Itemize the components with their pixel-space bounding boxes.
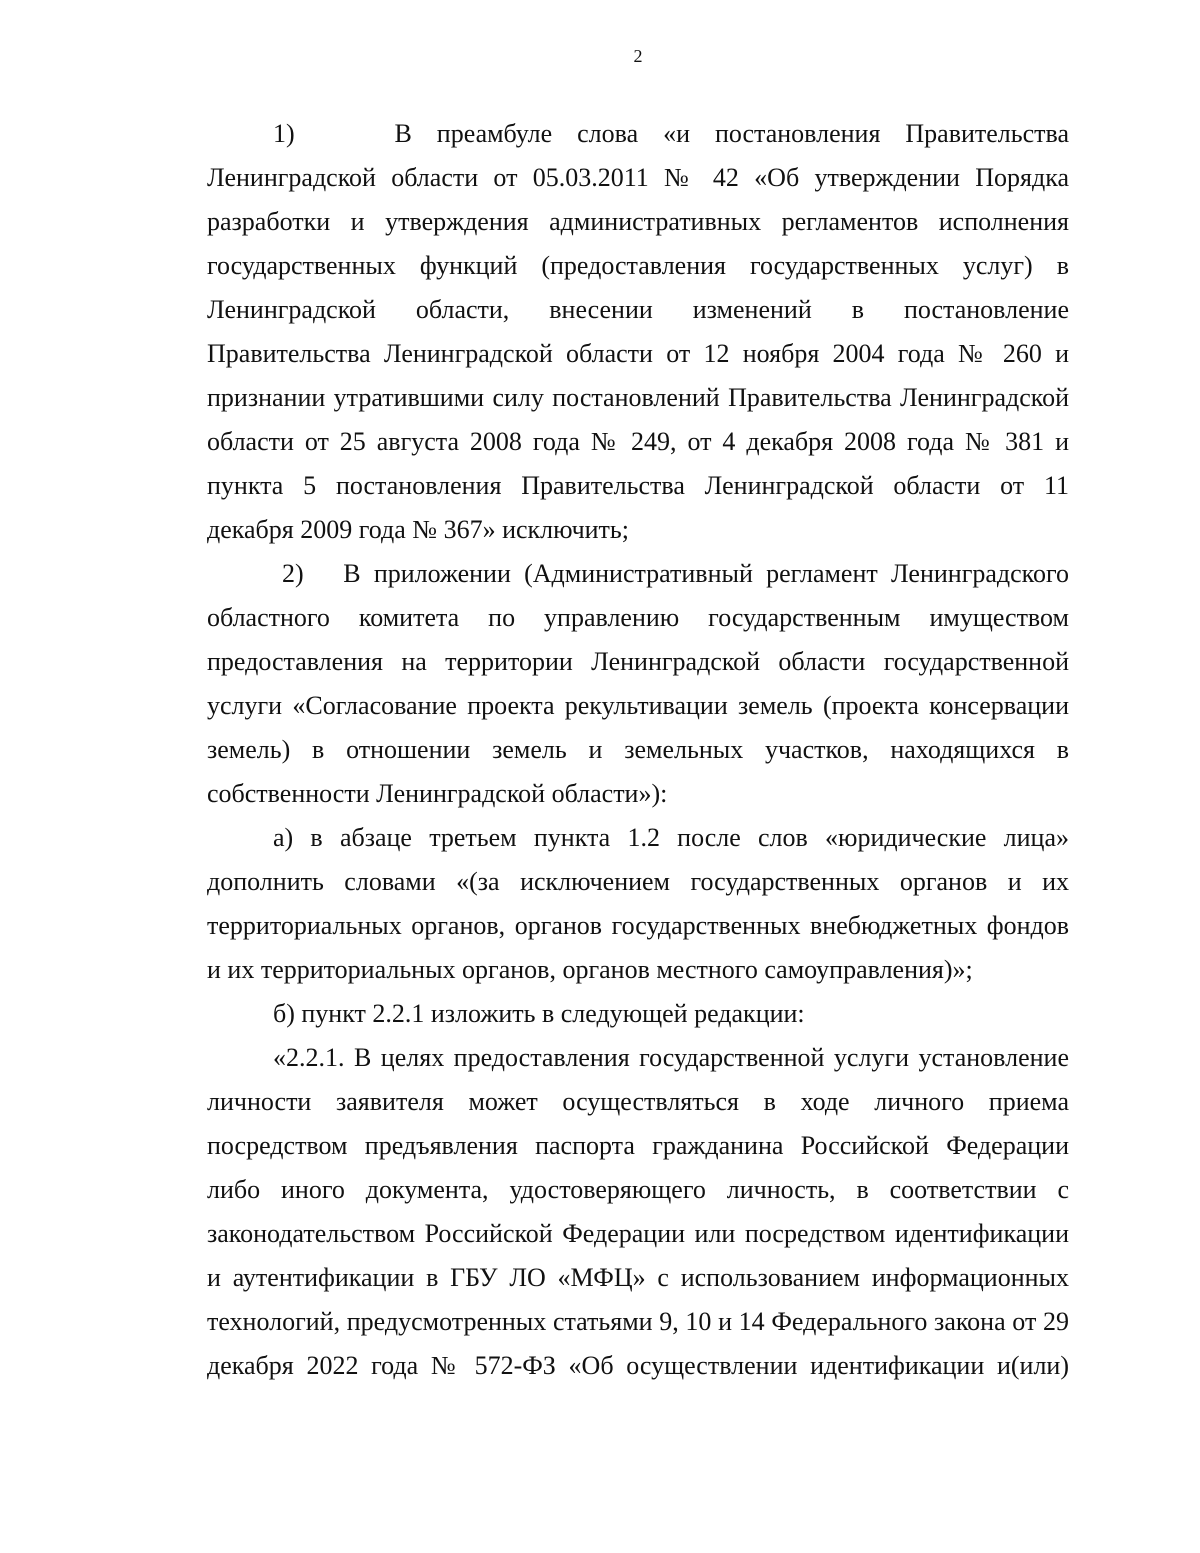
document-body bbox=[207, 112, 1069, 1388]
paragraph-a-abzac: а) в абзаце третьем пункта 1.2 после слов «юридические лица» дополнить словами «(за исключением государственных органов и их территориальных органов, органов государственных внебюджетных фондов и их территориальных органов, органов местного самоуправления)»; bbox=[207, 823, 1069, 984]
paragraph-1-preamble: 1) В преамбуле слова «и постановления Правительства Ленинградской области от 05.03.2011 № 42 «Об утверждении Порядка разработки и утверждения административных регламентов исполнения государственных функций (предоставления государственных услуг) в Ленинградской области, внесении изменений в постановление Правительства Ленинградской области от 12 ноября 2004 года № 260 и признании утратившими силу постановлений Правительства Ленинградской области от 25 августа 2008 года № 249, от 4 декабря 2008 года № 381 и пункта 5 постановления Правительства Ленинградской области от 11 декабря 2009 года № 367» исключить; bbox=[207, 119, 1069, 544]
paragraph-2-2-1-text: «2.2.1. В целях предоставления государственной услуги установление личности заявителя может осуществляться в ходе личного приема посредством предъявления паспорта гражданина Российской Федерации либо иного документа, удостоверяющего личность, в соответствии с законодательством Российской Федерации или посредством идентификации и аутентификации в ГБУ ЛО «МФЦ» с использованием информационных технологий, предусмотренных статьями 9, 10 и 14 Федерального закона от 29 декабря 2022 года № 572-ФЗ «Об осуществлении идентификации и(или) bbox=[207, 1043, 1069, 1380]
page-number: 2 bbox=[633, 46, 643, 66]
paragraph-b-punkt: б) пункт 2.2.1 изложить в следующей редакции: bbox=[273, 999, 805, 1028]
paragraph-2-appendix: 2) В приложении (Административный регламент Ленинградского областного комитета по управлению государственным имуществом предоставления на территории Ленинградской области государственной услуги «Согласование проекта рекультивации земель (проекта консервации земель) в отношении земель и земельных участков, находящихся в собственности Ленинградской области»): bbox=[207, 559, 1069, 808]
